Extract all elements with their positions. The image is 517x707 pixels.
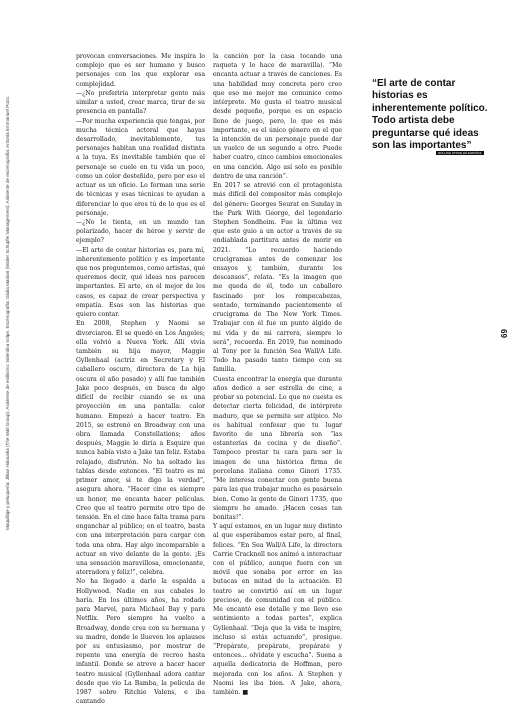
article-column-2 — [213, 52, 342, 697]
paragraph: —Por mucha experiencia que tengas, por mucha técnica actoral que hayas desarrollado, inevitablemente, tus personajes habitan una realidad distinta a la tuya. Es inevitable también que el personaje se cuele en tu vida un poco, como un color desteñido, pero por eso el actuar es un oficio. Lo forman una serie de técnicas y esas técnicas te ayudan a diferenciar lo que eres tú de lo que es el personaje. — [76, 117, 205, 217]
pull-quote: “El arte de contar historias es inherentemente político. Todo artista debe preguntarse qué ideas son las importantes” — [372, 78, 488, 152]
article-column-1 — [76, 52, 205, 707]
paragraph: —¿No preferiría interpretar gente más similar a usted, crear marca, tirar de su presencia en pantalla? — [76, 89, 205, 116]
pull-quote-credit: ROLLING STONE EN ESPAÑOL — [438, 151, 483, 155]
paragraph: —¿No le tienta, en un mundo tan polarizado, hacer de héroe y servir de ejemplo? — [76, 218, 205, 245]
paragraph: En 2008, Stephen y Naomi se divorciaron. Él se quedó en Los Ángeles; ella volvió a Nueva York. Allí vivía también su hija mayor, Maggie Gyllenhaal (actriz en Secretary y El caballero oscuro, directora de La hija oscura el año pasado) y allí fue también Jake poco después, en busca de algo difícil de recibir cuando se es una proyección en una pantalla: calor humano. Empezó a hacer teatro. En 2015, se estrenó en Broadway con una obra llamada Constellations; años después, Maggie le diría a Esquire que nunca había visto a Jake tan feliz. Estaba relajado, disfrutón. No ha soltado las tablas desde entonces. “El teatro es mi primer amor, si te digo la verdad”, asegura ahora. “Hacer cine es siempre un honor, me encanta hacer películas. Creo que el teatro permite otro tipo de tensión. En el cine hace falta trama para enganchar al público; en el teatro, basta con una interpretación para cargar con toda una obra. Hay algo incomparable a actuar en vivo delante de la gente. ¡Es una sensación maravillosa, emocionante, aterradora y feliz!”, celebra. — [76, 320, 205, 577]
paragraph: —El arte de contar historias es, para mí, inherentemente político y es importante que nos preguntemos, como artistas, qué queremos decir, qué ideas nos parecen importantes. El arte, en el mejor de los casos, es capaz de crear perspectiva y empatía. Esas son las historias que quiero contar. — [76, 246, 205, 319]
page-number: 69 — [500, 329, 509, 338]
paragraph: Y aquí estamos, en un lugar muy distinto al que esperábamos estar pero, al final, felices. “En Sea Wall/A Life, la directora Carrie Cracknell nos animó a interactuar con el público, aunque fuera con un móvil que sonaba por error en las butacas en mitad de la actuación. El teatro se convirtió así en un lugar precioso, de comunidad con el público. Me encantó ese detalle y me llevo ese sentimiento a todas partes”, explica Gyllenhaal. “Deja que la vida te inspire, incluso si estás actuando”, prosigue. “Prepárate, prepárate, prepárate y entonces... olvídate y escucha”. Suena a aquella dedicatoria de Hoffman, pero mejorada con los años. A Stephen y Naomi les iba bien. A Jake, ahora, también. ■ — [213, 523, 342, 697]
paragraph: provocan conversaciones. Me inspira lo complejo que es ser humano y busco personajes con los que explorar esa complejidad. — [76, 53, 205, 88]
paragraph: En 2017 se atrevió con el protagonista más difícil del compositor más complejo del género: Georges Seurat en Sunday in the Park With George, del legendario Stephen Sondheim. Fue la última vez que este guio a un actor a través de su endiablada partitura antes de morir en 2021. “Lo recuerdo haciendo crucigramas antes de comenzar los ensayos y, también, durante los descansos”, relata. “Es la imagen que me queda de él, todo un caballero fascinado por los rompecabezas, sentado, terminando pacientemente el crucigrama de The New York Times. Trabajar con él fue un punto álgido de mi vida y de mi carrera, siempre lo será”, recuerda. En 2019, fue nominado al Tony por la función Sea Wall/A Life. Todo ha pasado tanto tiempo con su familia. — [213, 182, 342, 374]
paragraph: Cuesta encontrar la energía que durante años dedicó a ser estrella de cine, a probar su potencial. Lo que no cuesta es detectar cierta felicidad, de intérprete maduro, que se permite ser atípico. No es habitual confesar que tu lugar favorito de una librería son “las estanterías de cocina y de diseño”. Tampoco prestar tu cara para ser la imagen de una histórica firma de porcelana italiana como Ginori 1735. “Me interesa conectar con gente buena para las que trabajar mucho es pasárselo bien. Como la gente de Ginori 1735, que siempre he amado. ¡Hacen cosas tan bonitas!”. — [213, 375, 342, 521]
paragraph: No ha llegado a darle la espalda a Hollywood. Nadie en sus cabales lo haría. En los últimos años, ha rodado para Marvel, para Michael Bay y para Netflix. Pero siempre ha vuelto a Broadway, donde crea con su hermana y su madre, donde le llueven los aplausos por su entusiasmo, por mostrar de repente una energía de recreo hasta infantil. Donde se atreve a hacer hacer teatro musical (Gyllenhaal adora cantar desde que vio La Bamba, la película de 1987 sobre Ritchie Valens, e iba cantando — [76, 578, 205, 706]
paragraph: la canción por la casa tocando una raqueta y lo hace de maravilla). “Me encanta actuar a través de canciones. Es una habilidad muy concreta pero creo que eso me mejor me comunico como intérprete. Me gusta el teatro musical desde pequeño, porque es un espacio lleno de juego, pero, lo que es más importante, es el único género en el que la intención de un personaje puede dar un vuelco de un segundo a otro. Puede haber cuatro, cinco cambios emocionales en una canción. Algo así solo es posible dentro de una canción”. — [213, 53, 342, 180]
photo-credit: Maquillaje y peluquería: Jillian Halouska (The Wall Group). Asistente de estilismo: Valentina Volpe. Escenografía: Giulia Mariani (Walter Schupfer Management). Asistente de escenografía: Antonia Emmanuel Pozo. — [5, 96, 10, 530]
